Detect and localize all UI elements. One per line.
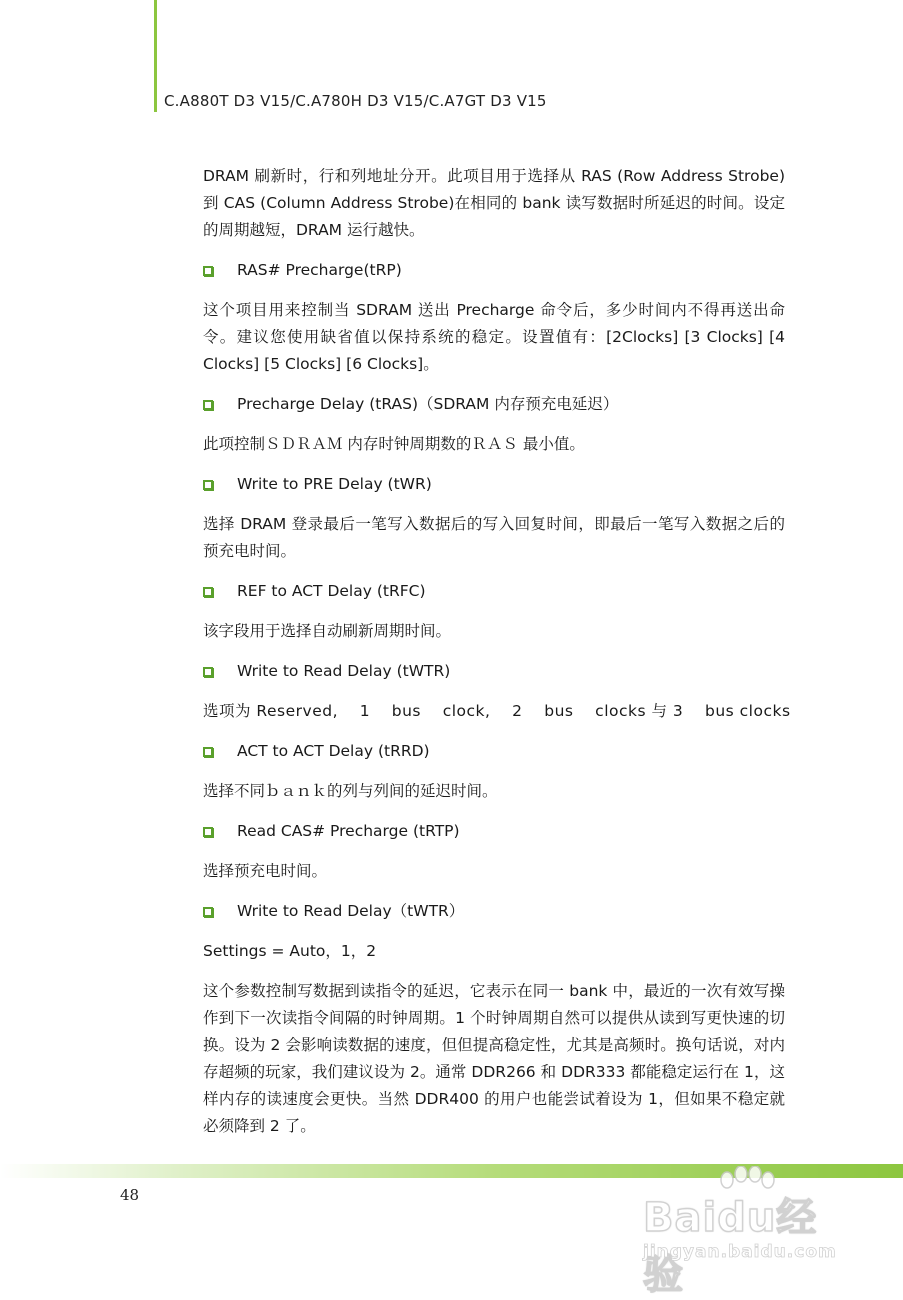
paragraph: 该字段用于选择自动刷新周期时间。 [203, 622, 452, 640]
list-item-label: ACT to ACT Delay (tRRD) [237, 742, 430, 760]
watermark-logo: Baidu经验 [643, 1195, 818, 1298]
list-item-label: Read CAS# Precharge (tRTP) [237, 822, 460, 840]
list-item-label: Precharge Delay (tRAS)（SDRAM 内存预充电延迟） [237, 395, 619, 413]
checkbox-bullet-icon [203, 266, 213, 276]
checkbox-bullet-icon [203, 667, 213, 677]
list-item-label: REF to ACT Delay (tRFC) [237, 582, 426, 600]
page-header-title: C.A880T D3 V15/C.A780H D3 V15/C.A7GT D3 V15 [164, 92, 547, 110]
list-item [203, 658, 785, 685]
checkbox-bullet-icon [203, 480, 213, 490]
list-item-label: Write to Read Delay（tWTR） [237, 902, 465, 920]
list-item [203, 818, 785, 845]
paragraph: DRAM 刷新时，行和列地址分开。此项目用于选择从 RAS (Row Address Strobe) 到 CAS (Column Address Strobe)在相同的 bank 读写数据时所延迟的时间。设定的周期越短，DRAM 运行越快。 [203, 167, 785, 239]
list-item-label: RAS# Precharge(tRP) [237, 261, 402, 279]
paragraph: 选择预充电时间。 [203, 862, 328, 880]
header-vertical-rule [154, 0, 157, 112]
paragraph: 选择不同ｂａｎｋ的列与列间的延迟时间。 [203, 782, 498, 800]
list-item [203, 738, 785, 765]
document-body [203, 163, 791, 1153]
list-item [203, 391, 785, 418]
paragraph: 选择 DRAM 登录最后一笔写入数据后的写入回复时间，即最后一笔写入数据之后的预充电时间。 [203, 515, 785, 560]
watermark-url: jingyan.baidu.com [643, 1242, 837, 1262]
paragraph: 这个项目用来控制当 SDRAM 送出 Precharge 命令后，多少时间内不得再送出命令。建议您使用缺省值以保持系统的稳定。设置值有：[2Clocks] [3 Clocks] [4 Clocks] [5 Clocks] [6 Clocks]。 [203, 301, 785, 373]
list-item-label: Write to PRE Delay (tWR) [237, 475, 432, 493]
paragraph: Settings = Auto，1，2 [203, 942, 377, 960]
paragraph: 选项为 Reserved, 1 bus clock, 2 bus clocks 与 3 bus clocks [203, 702, 791, 720]
checkbox-bullet-icon [203, 747, 213, 757]
paragraph: 此项控制ＳＤＲＡＭ 内存时钟周期数的ＲＡＳ 最小值。 [203, 435, 585, 453]
checkbox-bullet-icon [203, 827, 213, 837]
list-item-label: Write to Read Delay (tWTR) [237, 662, 451, 680]
list-item [203, 471, 785, 498]
checkbox-bullet-icon [203, 400, 213, 410]
list-item [203, 257, 785, 284]
list-item [203, 578, 785, 605]
list-item [203, 898, 785, 925]
paragraph: 这个参数控制写数据到读指令的延迟，它表示在同一 bank 中，最近的一次有效写操作到下一次读指令间隔的时钟周期。1 个时钟周期自然可以提供从读到写更快速的切换。设为 2 会影响读数据的速度，但但提高稳定性，尤其是高频时。换句话说，对内存超频的玩家，我们建议设为 2。通常 DDR266 和 DDR333 都能稳定运行在 1，这样内存的读速度会更快。当然 DDR400 的用户也能尝试着设为 1，但如果不稳定就必须降到 2 了。 [203, 982, 785, 1135]
page-number: 48 [120, 1186, 140, 1204]
checkbox-bullet-icon [203, 587, 213, 597]
baidu-jingyan-watermark [643, 1160, 853, 1298]
checkbox-bullet-icon [203, 907, 213, 917]
